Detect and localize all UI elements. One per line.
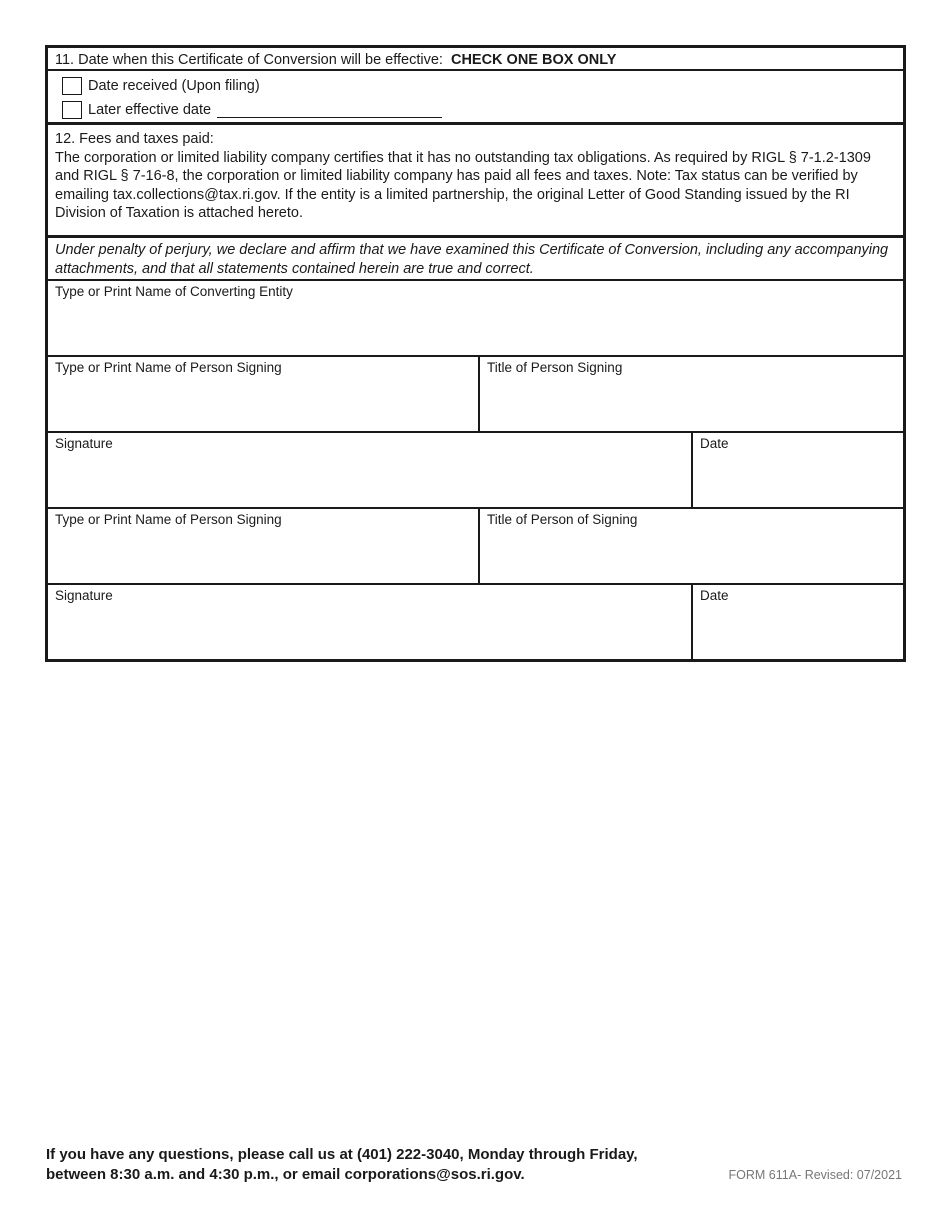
option-later-date[interactable] xyxy=(62,98,903,122)
signature-section xyxy=(48,238,903,659)
date1-label: Date xyxy=(700,436,729,451)
signer1-row xyxy=(48,357,903,433)
section-11 xyxy=(48,48,903,125)
signer2-title-label: Title of Person of Signing xyxy=(487,512,638,527)
signature2-field[interactable] xyxy=(48,585,691,659)
signature1-label: Signature xyxy=(55,436,113,451)
section-12 xyxy=(48,125,903,238)
signer2-title-field[interactable] xyxy=(478,509,903,583)
signature2-row xyxy=(48,585,903,659)
contact-footer xyxy=(46,1145,638,1184)
option-upon-filing[interactable] xyxy=(62,74,903,98)
signature1-row xyxy=(48,433,903,509)
later-date-input-line[interactable] xyxy=(217,103,442,118)
later-date-checkbox[interactable] xyxy=(62,101,82,119)
signer1-name-field[interactable] xyxy=(48,357,478,431)
signer1-title-label: Title of Person Signing xyxy=(487,360,623,375)
section-12-body: The corporation or limited liability company certifies that it has no outstanding tax obligations. As required by RIGL § 7-1.2-1309 and RIGL § 7-16-8, the corporation or limited liability company has paid all fees and taxes. Note: Tax status can be verified by emailing tax.collections@tax.ri.gov. If the entity is a limited partnership, the original Letter of Good Standing issued by the RI Division of Taxation is attached hereto. xyxy=(55,149,871,221)
date2-field[interactable] xyxy=(691,585,903,659)
signer2-name-field[interactable] xyxy=(48,509,478,583)
date1-field[interactable] xyxy=(691,433,903,507)
section-12-heading: 12. Fees and taxes paid: xyxy=(55,131,214,147)
form-number: FORM 611A- Revised: 07/2021 xyxy=(728,1168,902,1182)
signer1-title-field[interactable] xyxy=(478,357,903,431)
section-11-instruction: CHECK ONE BOX ONLY xyxy=(450,52,617,68)
signer1-name-label: Type or Print Name of Person Signing xyxy=(55,360,282,375)
entity-name-field[interactable] xyxy=(48,281,903,355)
section-11-heading: 11. Date when this Certificate of Conversion will be effective: xyxy=(55,52,443,68)
signature2-label: Signature xyxy=(55,588,113,603)
later-date-label: Later effective date xyxy=(88,102,212,118)
signer2-name-label: Type or Print Name of Person Signing xyxy=(55,512,282,527)
entity-name-row xyxy=(48,281,903,357)
signature1-field[interactable] xyxy=(48,433,691,507)
signer2-row xyxy=(48,509,903,585)
upon-filing-label: Date received (Upon filing) xyxy=(88,78,260,94)
section-11-heading-row xyxy=(48,48,903,71)
upon-filing-checkbox[interactable] xyxy=(62,77,82,95)
contact-line-2: between 8:30 a.m. and 4:30 p.m., or email corporations@sos.ri.gov. xyxy=(46,1165,525,1183)
entity-name-label: Type or Print Name of Converting Entity xyxy=(55,284,293,299)
certificate-form xyxy=(45,45,906,662)
section-11-options xyxy=(48,71,903,122)
date2-label: Date xyxy=(700,588,729,603)
contact-line-1: If you have any questions, please call us at (401) 222-3040, Monday through Friday, xyxy=(46,1146,638,1163)
perjury-declaration: Under penalty of perjury, we declare and affirm that we have examined this Certificate of Conversion, including any accompanying attachments, and that all statements contained herein are true and correct. xyxy=(48,238,903,281)
